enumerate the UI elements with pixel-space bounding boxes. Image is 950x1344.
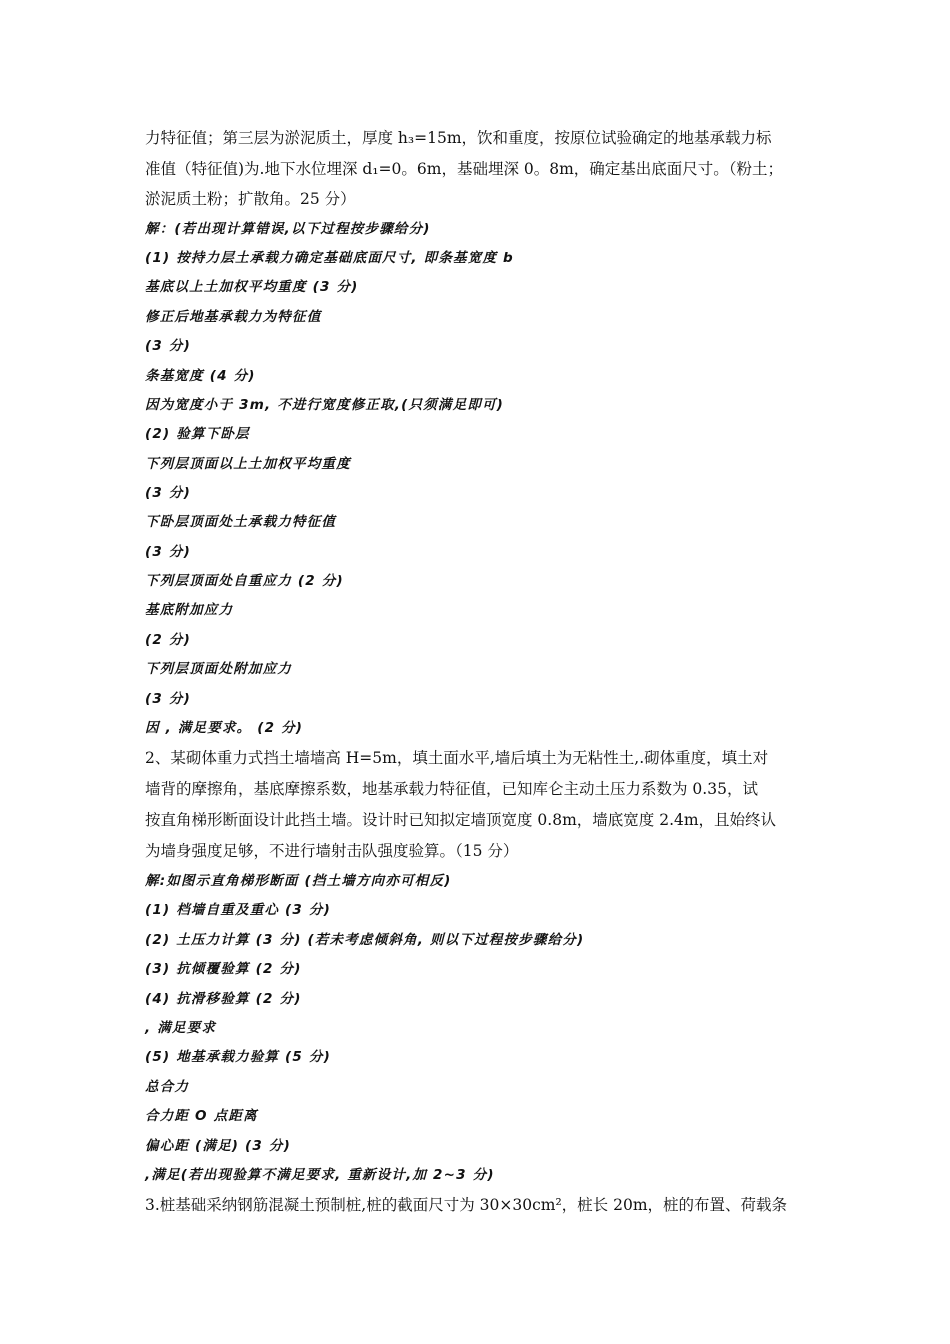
solution-line: 合力距 O 点距离 (145, 1108, 258, 1124)
solution-line: (3 分) (145, 691, 191, 707)
solution-step: (1) 档墙自重及重心 (3 分) (145, 902, 331, 918)
solution-line: 基底附加应力 (145, 602, 234, 618)
solution-line: (3 分) (145, 544, 191, 560)
solution-step: (4) 抗滑移验算 (2 分) (145, 991, 302, 1007)
problem-text-line: 为墙身强度足够，不进行墙射击队强度验算。（15 分） (145, 842, 519, 860)
solution-line: 偏心距 (满足) (3 分) (145, 1138, 291, 1154)
solution-step: (2) 验算下卧层 (145, 426, 250, 442)
solution-line: 因为宽度小于 3m, 不进行宽度修正取,(只须满足即可) (145, 397, 505, 413)
solution-step: (5) 地基承载力验算 (5 分) (145, 1049, 331, 1065)
problem-text-line: 准值（特征值)为.地下水位埋深 d₁=0。6m，基础埋深 0。8m，确定基出底面尺寸。（粉土； (145, 160, 784, 178)
solution-line: 条基宽度 (4 分) (145, 368, 256, 384)
problem-text-line: 淤泥质土粉；扩散角。25 分） (145, 190, 356, 208)
solution-line: (2 分) (145, 632, 191, 648)
solution-line: 修正后地基承载力为特征值 (145, 309, 322, 325)
solution-step: (2) 土压力计算 (3 分) (若未考虑倾斜角, 则以下过程按步骤给分) (145, 932, 585, 948)
problem-text-line: 3.桩基础采纳钢筋混凝土预制桩,桩的截面尺寸为 30×30cm²，桩长 20m，桩的布置、荷载条 (145, 1196, 788, 1214)
problem-text-line: 力特征值；第三层为淤泥质土，厚度 h₃=15m，饮和重度，按原位试验确定的地基承载力标 (145, 129, 772, 147)
solution-line: (3 分) (145, 485, 191, 501)
solution-step: (3) 抗倾覆验算 (2 分) (145, 961, 302, 977)
solution-line: ,满足(若出现验算不满足要求, 重新设计,加 2~3 分) (145, 1167, 495, 1183)
solution-line: , 满足要求 (145, 1020, 217, 1036)
solution-line: 下列层顶面以上土加权平均重度 (145, 456, 351, 472)
solution-heading: 解：(若出现计算错误,以下过程按步骤给分) (145, 221, 431, 237)
solution-line: 基底以上土加权平均重度 (3 分) (145, 279, 359, 295)
problem-text-line: 墙背的摩擦角，基底摩擦系数，地基承载力特征值，已知库仑主动土压力系数为 0.35，试 (145, 780, 758, 798)
problem-text-line: 按直角梯形断面设计此挡土墙。设计时已知拟定墙顶宽度 0.8m，墙底宽度 2.4m，且始终认 (145, 811, 777, 829)
solution-heading: 解:如图示直角梯形断面 (挡土墙方向亦可相反) (145, 873, 452, 889)
solution-step: (1) 按持力层土承载力确定基础底面尺寸, 即条基宽度 b (145, 250, 514, 266)
solution-line: 因 , 满足要求。 (2 分) (145, 720, 304, 736)
problem-text-line: 2、某砌体重力式挡土墙墙高 H=5m，填土面水平,墙后填土为无粘性土,.砌体重度，填土对 (145, 749, 769, 767)
solution-line: 下列层顶面处附加应力 (145, 661, 292, 677)
solution-line: (3 分) (145, 338, 191, 354)
solution-line: 下卧层顶面处土承载力特征值 (145, 514, 337, 530)
solution-line: 总合力 (145, 1079, 190, 1095)
solution-line: 下列层顶面处自重应力 (2 分) (145, 573, 344, 589)
